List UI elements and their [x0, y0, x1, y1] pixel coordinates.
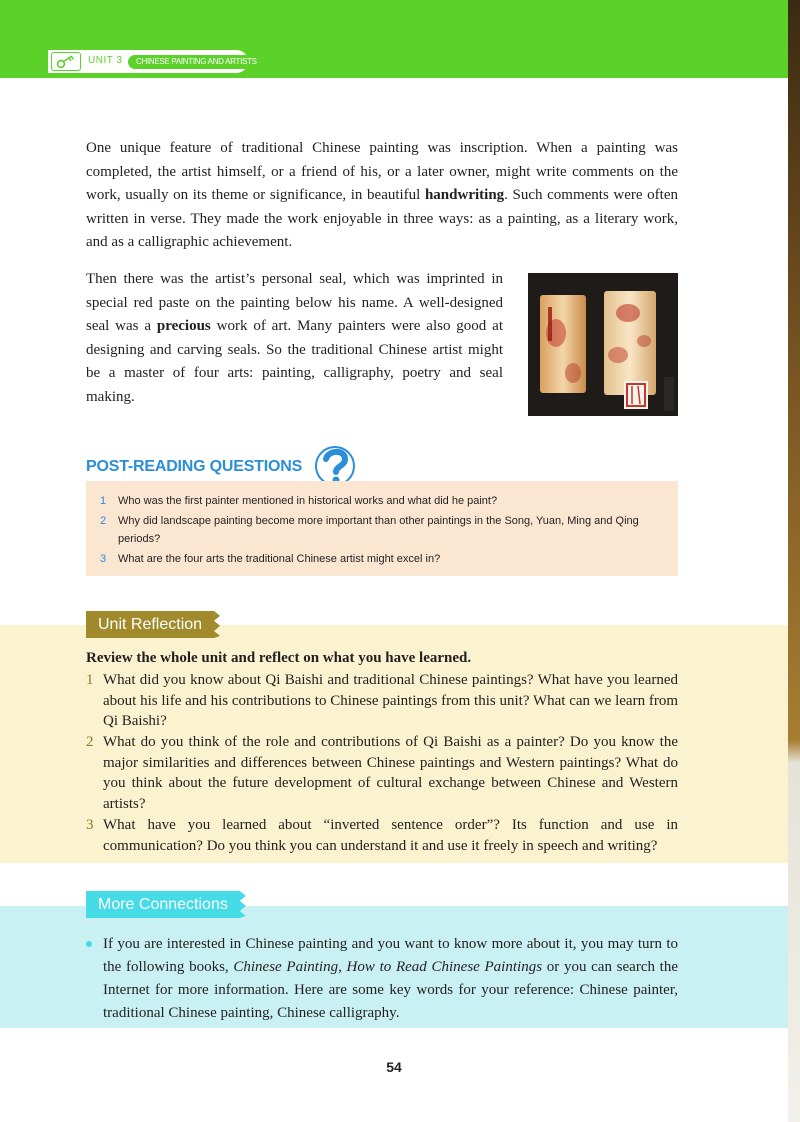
book-title: Chinese Painting: [233, 959, 339, 975]
reflection-number: 1: [86, 672, 94, 688]
reflection-text: What do you think of the role and contributions of Qi Baishi as a painter? Do you know the major similarities and differences between Chinese paintings and Western paintings? What do you think about the future development of cultural exchange between Chinese and Western artists?: [103, 734, 678, 812]
unit-reflection-tag: Unit Reflection: [86, 611, 214, 638]
paragraph-inscription: One unique feature of traditional Chinese painting was inscription. When a painting was completed, the artist himself, or a friend of his, or a later owner, might write comments on the work, usually on its theme or significance, in beautiful handwriting. Such comments were often written in verse. They made the work enjoyable in three ways: as a painting, as a literary work, and as a calligraphic achievement.: [86, 140, 679, 250]
question-number: 2: [100, 515, 107, 527]
page-number: 54: [386, 1059, 402, 1075]
key-icon: [51, 52, 81, 71]
reflection-number: 3: [86, 817, 94, 833]
reflection-text: What have you learned about “inverted sentence order”? Its function and use in communication? Do you think you can understand it and use it freely in speech and writing?: [103, 817, 678, 854]
seal-stones-photo: [528, 273, 678, 416]
bullet-icon: [86, 941, 92, 947]
unit-label: UNIT 3: [88, 55, 123, 66]
unit-topic: CHINESE PAINTING AND ARTISTS: [128, 55, 265, 69]
page-edge-band: [788, 0, 800, 1122]
more-connections-tag: More Connections: [86, 891, 240, 918]
more-connections-text: If you are interested in Chinese painting and you want to know more about it, you may turn to the following books, Chinese Painting, How to Read Chinese Paintings or you can search the Internet for more information. Here are some key words for your reference: Chinese painter, traditional Chinese painting, Chinese calligraphy.: [103, 936, 679, 1021]
question-number: 1: [100, 495, 107, 507]
question-number: 3: [100, 553, 107, 565]
bold-word: handwriting: [424, 187, 505, 203]
reflection-text: What did you know about Qi Baishi and traditional Chinese paintings? What have you learned about his life and his contributions to Chinese paintings from this unit? What can we learn from Qi Baishi?: [103, 672, 678, 729]
reflection-number: 2: [86, 734, 94, 750]
book-title: How to Read Chinese Paintings: [346, 959, 543, 975]
question-text: Why did landscape painting become more important than other paintings in the Song, Yuan, Ming and Qing periods?: [118, 515, 639, 545]
questions-box: [86, 481, 678, 576]
reflection-heading: Review the whole unit and reflect on what you have learned.: [86, 650, 472, 666]
post-reading-title: POST-READING QUESTIONS: [86, 458, 303, 475]
question-text: What are the four arts the traditional Chinese artist might excel in?: [118, 553, 441, 565]
paragraph-seal: Then there was the artist’s personal seal, which was imprinted in special red paste on the painting below his name. A well-designed seal was a precious work of art. Many painters were also good at designing and carving seals. So the traditional Chinese artist might be a master of four arts: painting, calligraphy, poetry and seal making.: [86, 271, 503, 405]
bold-word: precious: [156, 318, 211, 334]
question-text: Who was the first painter mentioned in historical works and what did he paint?: [118, 495, 498, 507]
